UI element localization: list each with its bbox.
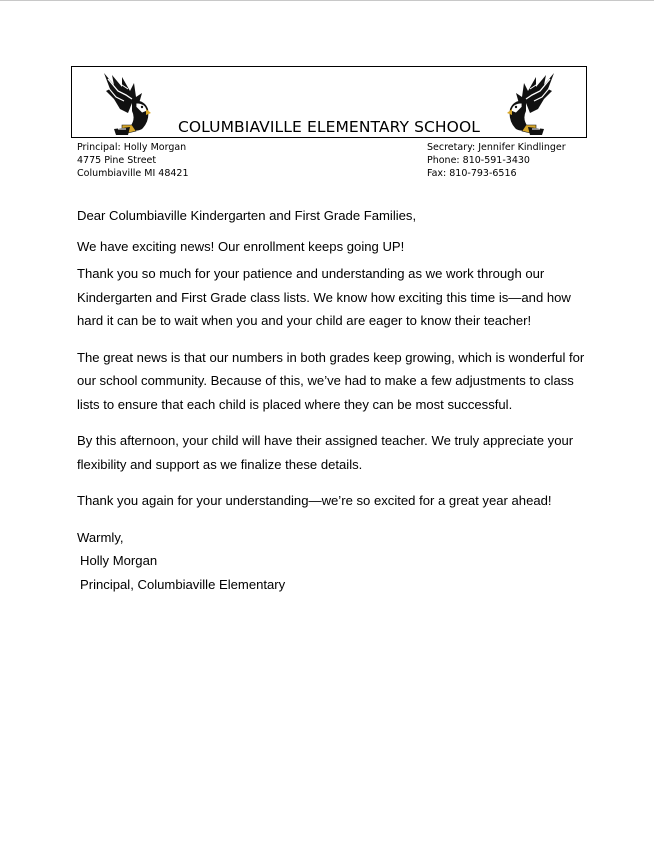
phone-number: Phone: 810-591-3430 bbox=[427, 155, 530, 166]
paragraph-line: By this afternoon, your child will have their assigned teacher. We truly appreciate your bbox=[77, 433, 574, 448]
signoff: Warmly, bbox=[77, 529, 124, 545]
secretary-name: Secretary: Jennifer Kindlinger bbox=[427, 142, 566, 153]
school-name: COLUMBIAVILLE ELEMENTARY SCHOOL bbox=[177, 118, 481, 136]
paragraph-growth bbox=[77, 346, 587, 417]
paragraph-line: Kindergarten and First Grade class lists. We know how exciting this time is—and how bbox=[77, 289, 571, 305]
principal-name: Principal: Holly Morgan bbox=[77, 142, 187, 153]
signer-name: Holly Morgan bbox=[80, 553, 158, 568]
paragraph-line: our school community. Because of this, we’ve had to make a few adjustments to class bbox=[77, 373, 574, 388]
school-street: 4775 Pine Street bbox=[77, 155, 157, 166]
paragraph-line: flexibility and support as we finalize these details. bbox=[77, 456, 363, 472]
paragraph-line: lists to ensure that each child is placed where they can be most successful. bbox=[77, 396, 513, 412]
letterhead-box bbox=[71, 66, 587, 138]
fax-number: Fax: 810-793-6516 bbox=[427, 168, 517, 179]
letter-body bbox=[77, 204, 587, 596]
greeting: Dear Columbiaville Kindergarten and First Grade Families, bbox=[77, 208, 417, 223]
secretary-info bbox=[427, 141, 566, 180]
paragraph-line: hard it can be to wait when you and your child are eager to know their teacher! bbox=[77, 313, 532, 328]
paragraph-assignment bbox=[77, 429, 587, 476]
page-top-rule bbox=[0, 0, 654, 1]
paragraph-line: The great news is that our numbers in both grades keep growing, which is wonderful for bbox=[77, 349, 585, 365]
principal-info bbox=[77, 141, 189, 180]
paragraph-line: Thank you so much for your patience and understanding as we work through our bbox=[77, 266, 545, 281]
school-city: Columbiaville MI 48421 bbox=[77, 168, 189, 179]
signer-title: Principal, Columbiaville Elementary bbox=[80, 576, 286, 592]
signature-block bbox=[77, 526, 587, 597]
intro-line: We have exciting news! Our enrollment keeps going UP! bbox=[77, 238, 405, 254]
paragraph-patience bbox=[77, 262, 587, 333]
closing-line: Thank you again for your understanding—we’re so excited for a great year ahead! bbox=[77, 493, 552, 508]
